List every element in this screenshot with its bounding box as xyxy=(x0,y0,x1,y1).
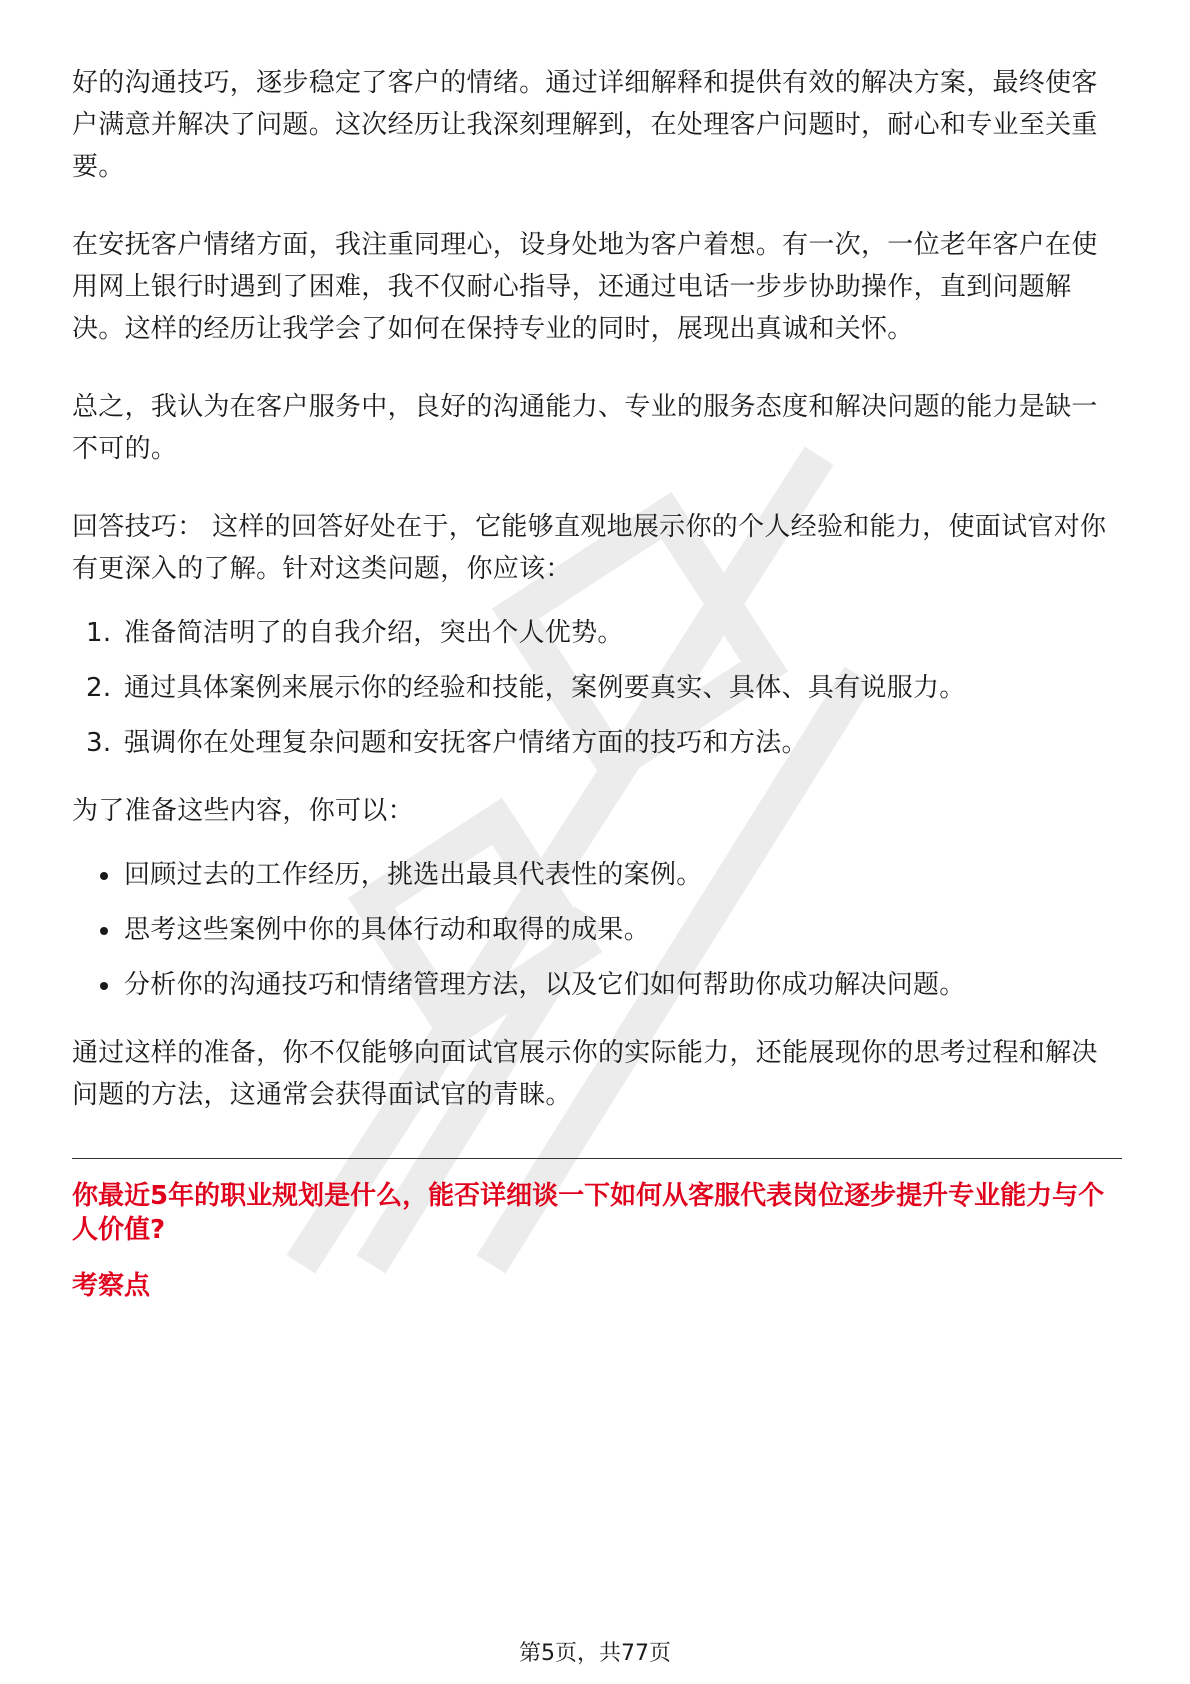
bullet-list xyxy=(72,858,1122,1002)
list-item xyxy=(72,616,1122,650)
page-footer: 第5页，共77页 xyxy=(519,1641,671,1666)
list-item-text: 思考这些案例中你的具体行动和取得的成果。 xyxy=(124,915,651,945)
conclusion-paragraph: 通过这样的准备，你不仅能够向面试官展示你的实际能力，还能展现你的思考过程和解决问题的方法，这通常会获得面试官的青睐。 xyxy=(72,1038,1098,1110)
section-divider xyxy=(72,1158,1122,1159)
preparation-intro: 为了准备这些内容，你可以： xyxy=(72,796,414,826)
list-item xyxy=(72,913,1122,947)
section-title: 考察点 xyxy=(72,1271,151,1301)
bullet-icon xyxy=(100,872,108,880)
list-item-text: 强调你在处理复杂问题和安抚客户情绪方面的技巧和方法。 xyxy=(124,728,808,758)
document-page xyxy=(72,62,1122,1303)
list-item xyxy=(72,968,1122,1002)
list-item-text: 通过具体案例来展示你的经验和技能，案例要真实、具体、具有说服力。 xyxy=(124,673,966,703)
list-item-number: 2. xyxy=(86,673,112,703)
paragraph-3: 总之，我认为在客户服务中，良好的沟通能力、专业的服务态度和解决问题的能力是缺一不可的。 xyxy=(72,392,1098,464)
numbered-list xyxy=(72,616,1122,760)
list-item-text: 分析你的沟通技巧和情绪管理方法，以及它们如何帮助你成功解决问题。 xyxy=(124,970,966,1000)
bullet-icon xyxy=(100,927,108,935)
answer-tips-paragraph: 回答技巧： 这样的回答好处在于，它能够直观地展示你的个人经验和能力，使面试官对你有更深入的了解。针对这类问题，你应该： xyxy=(72,512,1107,584)
list-item-number: 3. xyxy=(86,728,112,758)
list-item-text: 准备简洁明了的自我介绍，突出个人优势。 xyxy=(124,618,624,648)
bullet-icon xyxy=(100,982,108,990)
list-item-number: 1. xyxy=(86,618,112,648)
paragraph-2: 在安抚客户情绪方面，我注重同理心，设身处地为客户着想。有一次，一位老年客户在使用网上银行时遇到了困难，我不仅耐心指导，还通过电话一步步协助操作，直到问题解决。这样的经历让我学会了如何在保持专业的同时，展现出真诚和关怀。 xyxy=(72,230,1098,344)
list-item xyxy=(72,671,1122,705)
interview-question: 你最近5年的职业规划是什么，能否详细谈一下如何从客服代表岗位逐步提升专业能力与个人价值? xyxy=(72,1181,1105,1245)
list-item xyxy=(72,858,1122,892)
paragraph-1: 好的沟通技巧，逐步稳定了客户的情绪。通过详细解释和提供有效的解决方案，最终使客户满意并解决了问题。这次经历让我深刻理解到，在处理客户问题时，耐心和专业至关重要。 xyxy=(72,68,1098,182)
list-item xyxy=(72,726,1122,760)
list-item-text: 回顾过去的工作经历，挑选出最具代表性的案例。 xyxy=(124,860,703,890)
